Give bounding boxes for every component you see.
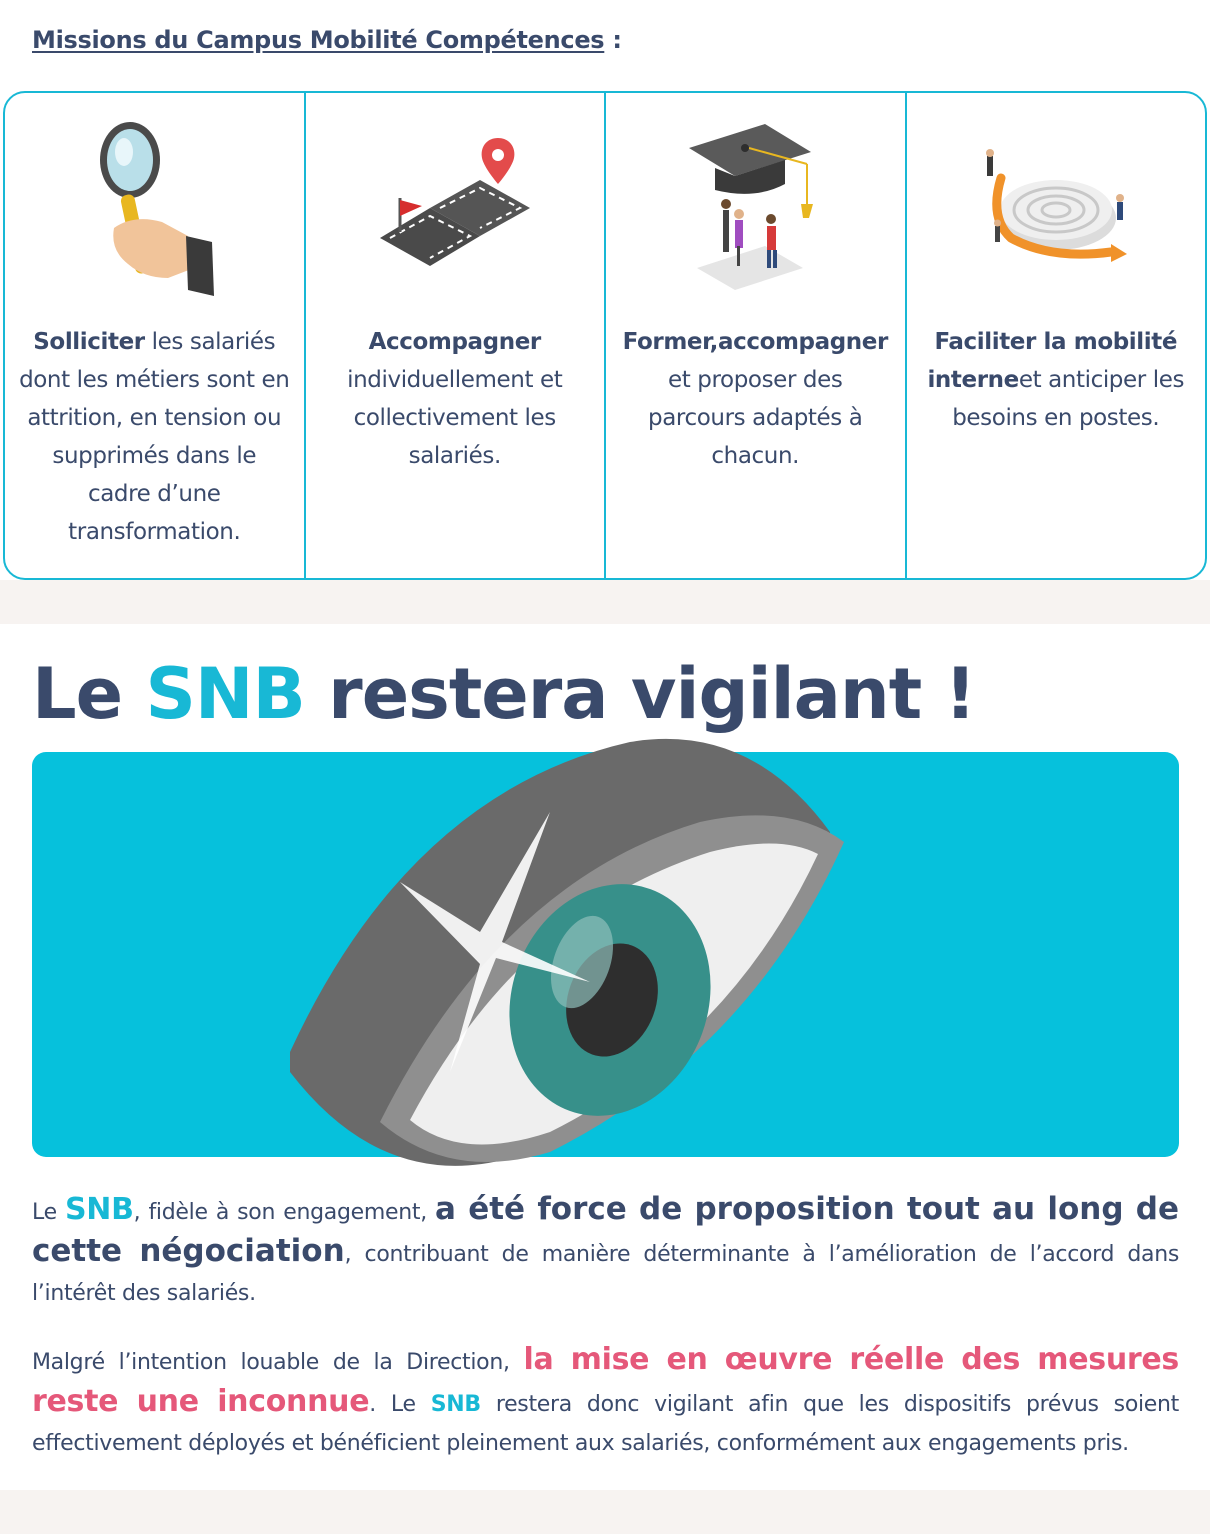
mission-card-solliciter — [5, 93, 306, 578]
missions-title: Missions du Campus Mobilité Compétences : — [32, 26, 622, 54]
mission-card-accompagner — [306, 93, 607, 578]
mission-text: Faciliter la mobilité interneet anticiper les besoins en postes. — [927, 329, 1185, 431]
magnifier-hand-icon — [5, 113, 304, 303]
missions-section — [0, 0, 1210, 580]
paragraph-engagement: Le SNB, fidèle à son engagement, a été force de proposition tout au long de cette négociation, contribuant de manière déterminante à l’amélioration de l’accord dans l’intérêt des salariés. — [32, 1191, 1180, 1306]
page-title: Le SNB restera vigilant ! — [32, 653, 976, 735]
mission-text: Former,accompagner et proposer des parcours adaptés à chacun. — [622, 329, 888, 469]
mission-card-former — [606, 93, 907, 578]
paragraph-vigilance: Malgré l’intention louable de la Direction, la mise en œuvre réelle des mesures reste une inconnue. Le SNB restera donc vigilant afin que les dispositifs prévus soient effectivement déployés et bénéficient pleinement aux salariés, conformément aux engagements pris. — [32, 1342, 1179, 1456]
vigilance-section — [0, 624, 1210, 1490]
mission-text: Accompagner individuellement et collectivement les salariés. — [347, 329, 563, 469]
graduation-cap-icon — [606, 113, 905, 303]
maze-mobility-icon — [907, 113, 1206, 303]
road-route-icon — [306, 113, 605, 303]
missions-cards — [3, 91, 1207, 580]
mission-card-faciliter — [907, 93, 1206, 578]
eye-icon — [270, 732, 870, 1172]
mission-text: Solliciter les salariés dont les métiers sont en attrition, en tension ou supprimés dans le cadre d’une transformation. — [19, 329, 290, 545]
